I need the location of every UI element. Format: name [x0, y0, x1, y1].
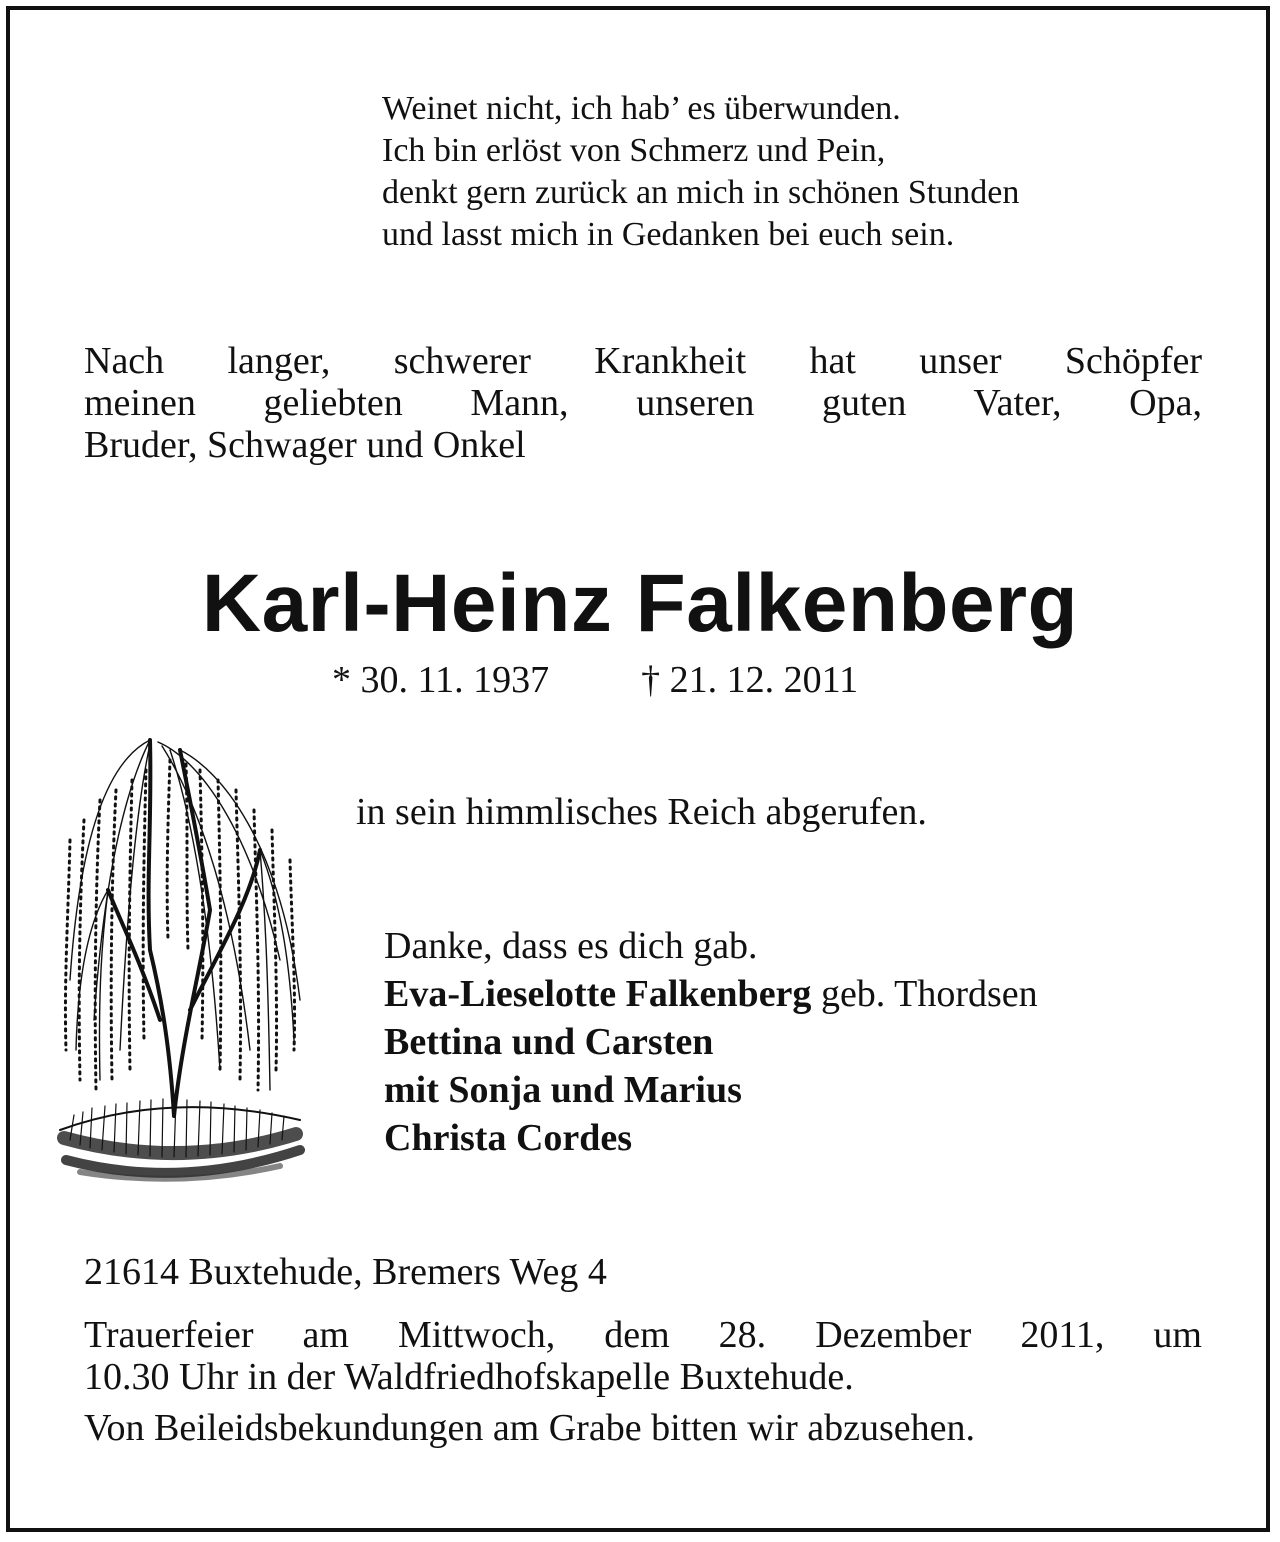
family-line [384, 1018, 1038, 1066]
thanks-line: Danke, dass es dich gab. [384, 925, 758, 967]
family-signatures [384, 922, 1038, 1162]
deceased-name: Karl-Heinz Falkenberg [201, 558, 1079, 649]
spouse-maiden-name: geb. Thordsen [820, 973, 1038, 1015]
poem-line: Weinet nicht, ich hab’ es überwunden. [382, 90, 901, 127]
address: 21614 Buxtehude, Bremers Weg 4 [84, 1251, 607, 1293]
family-names: mit Sonja und Marius [384, 1069, 742, 1111]
spouse-line [384, 970, 1038, 1018]
spouse-name: Eva-Lieselotte Falkenberg [384, 973, 812, 1015]
intro-line: meinen geliebten Mann, unseren guten Vater, Opa, [84, 382, 1202, 424]
poem [382, 88, 1019, 256]
poem-line: und lasst mich in Gedanken bei euch sein. [382, 216, 955, 253]
weeping-willow-icon [50, 720, 320, 1190]
grass-base [60, 1099, 300, 1179]
service-line: Trauerfeier am Mittwoch, dem 28. Dezember 2011, um [84, 1314, 1202, 1356]
family-names: Christa Cordes [384, 1117, 633, 1159]
life-dates [332, 658, 858, 702]
poem-line: Ich bin erlöst von Schmerz und Pein, [382, 132, 886, 169]
intro-line: Bruder, Schwager und Onkel [84, 424, 526, 466]
funeral-service-info [84, 1314, 1202, 1398]
poem-line: denkt gern zurück an mich in schönen Stunden [382, 174, 1020, 211]
birth-date: * 30. 11. 1937 [332, 659, 550, 701]
family-line [384, 1066, 1038, 1114]
family-line [384, 1114, 1038, 1162]
death-date: † 21. 12. 2011 [641, 659, 859, 701]
called-home-text: in sein himmlisches Reich abgerufen. [356, 791, 927, 833]
condolence-note: Von Beileidsbekundungen am Grabe bitten wir abzusehen. [84, 1407, 976, 1449]
intro-text [84, 340, 1202, 466]
service-line: 10.30 Uhr in der Waldfriedhofskapelle Buxtehude. [84, 1356, 854, 1398]
family-names: Bettina und Carsten [384, 1021, 714, 1063]
intro-line: Nach langer, schwerer Krankheit hat unser Schöpfer [84, 340, 1202, 382]
